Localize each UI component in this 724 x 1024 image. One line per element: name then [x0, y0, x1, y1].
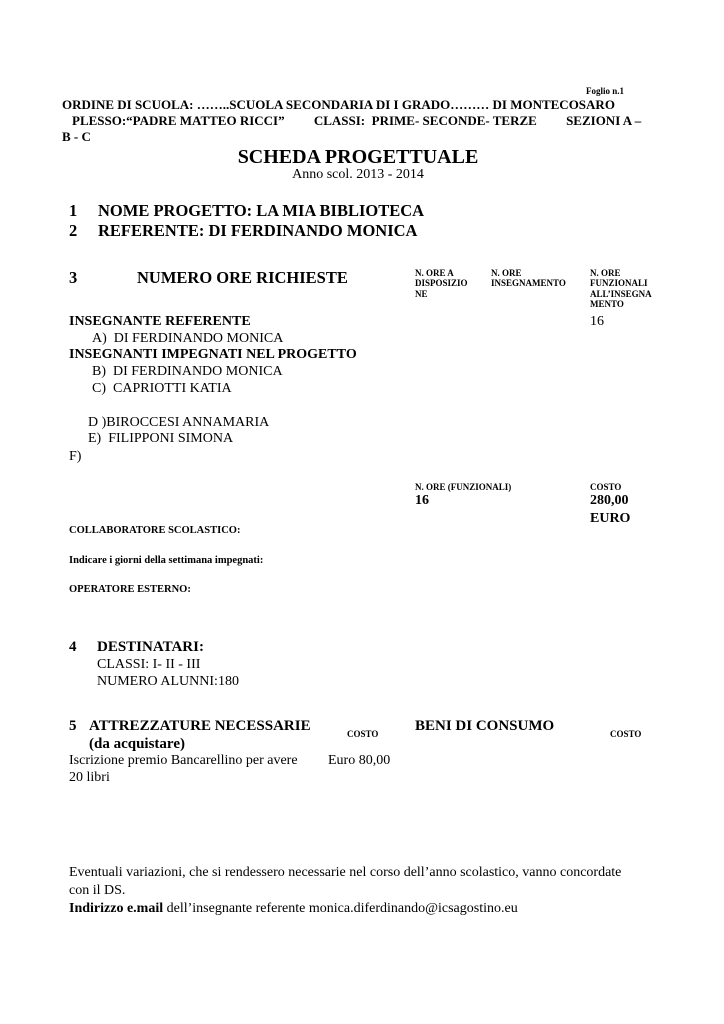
section-4-number: 4 [69, 639, 77, 655]
consumables-cost-label: COSTO [610, 729, 642, 739]
teacher-item: C) CAPRIOTTI KATIA [92, 381, 232, 396]
col-text: N. ORE [590, 268, 621, 278]
project-name: NOME PROGETTO: LA MIA BIBLIOTECA [98, 201, 425, 220]
col-text: ALL’INSEGNA [590, 288, 652, 299]
email-text: dell’insegnante referente monica.diferdinando@icsagostino.eu [163, 901, 518, 916]
col-text: FUNZIONALI [590, 278, 648, 289]
section-5-number: 5 [69, 718, 77, 734]
equipment-cost-label: COSTO [347, 729, 379, 739]
cost-value: 280,00 [590, 493, 629, 508]
external-operator-label: OPERATORE ESTERNO: [69, 584, 191, 595]
referent-label: INSEGNANTE REFERENTE [69, 314, 251, 329]
teacher-item: F) [69, 449, 82, 464]
referent-hours: 16 [590, 314, 604, 329]
teacher-item: D )BIROCCESI ANNAMARIA [88, 415, 270, 430]
school-collaborator-label: COLLABORATORE SCOLASTICO: [69, 525, 241, 536]
email-line [69, 901, 518, 917]
header-line-1: ORDINE DI SCUOLA: ……..SCUOLA SECONDARIA DI I GRADO……… DI MONTECOSARO [62, 97, 615, 112]
header-line-2: PLESSO:“PADRE MATTEO RICCI” CLASSI: PRIME- SECONDE- TERZE SEZIONI A – [72, 113, 642, 128]
referent-teacher: A) DI FERDINANDO MONICA [92, 331, 284, 346]
header-line-3: B - C [62, 129, 91, 144]
cost-label: COSTO [590, 482, 622, 492]
cost-currency: EURO [590, 511, 631, 526]
section-1-number: 1 [69, 201, 78, 220]
hours-requested-heading: NUMERO ORE RICHIESTE [137, 268, 348, 287]
col-text: DISPOSIZIO [415, 278, 468, 289]
teacher-item: B) DI FERDINANDO MONICA [92, 364, 283, 379]
teacher-item: E) FILIPPONI SIMONA [88, 431, 234, 446]
col-hours-available [415, 268, 468, 299]
section-3-number: 3 [69, 268, 78, 287]
col-hours-teaching [491, 268, 566, 289]
functional-hours-value: 16 [415, 493, 429, 508]
equipment-item-line-2: 20 libri [69, 770, 110, 785]
equipment-item-cost: Euro 80,00 [328, 753, 391, 768]
page-title: SCHEDA PROGETTUALE [237, 146, 479, 168]
equipment-sublabel: (da acquistare) [89, 736, 185, 752]
recipients-label: DESTINATARI: [97, 639, 204, 655]
recipients-students: NUMERO ALUNNI:180 [97, 674, 239, 689]
variations-note-line-1: Eventuali variazioni, che si rendessero necessarie nel corso dell’anno scolastico, vanno concordate [69, 865, 622, 880]
school-year: Anno scol. 2013 - 2014 [292, 167, 424, 182]
recipients-classes: CLASSI: I- II - III [97, 657, 201, 672]
equipment-label: ATTREZZATURE NECESSARIE [89, 718, 311, 734]
involved-teachers-label: INSEGNANTI IMPEGNATI NEL PROGETTO [69, 347, 357, 362]
consumables-label: BENI DI CONSUMO [415, 718, 555, 734]
functional-hours-label: N. ORE (FUNZIONALI) [415, 482, 512, 492]
col-text: INSEGNAMENTO [491, 278, 566, 289]
section-2-number: 2 [69, 221, 78, 240]
sheet-number: Foglio n.1 [586, 86, 625, 96]
variations-note-line-2: con il DS. [69, 883, 126, 898]
equipment-item-line-1: Iscrizione premio Bancarellino per avere [69, 753, 298, 768]
col-text: MENTO [590, 299, 624, 310]
col-text: N. ORE A [415, 268, 454, 278]
col-hours-functional [590, 268, 652, 309]
days-label: Indicare i giorni della settimana impegnati: [69, 555, 264, 566]
col-text: N. ORE [491, 268, 522, 278]
project-referent: REFERENTE: DI FERDINANDO MONICA [98, 221, 418, 240]
col-text: NE [415, 288, 428, 299]
email-label: Indirizzo e.mail [69, 901, 164, 916]
